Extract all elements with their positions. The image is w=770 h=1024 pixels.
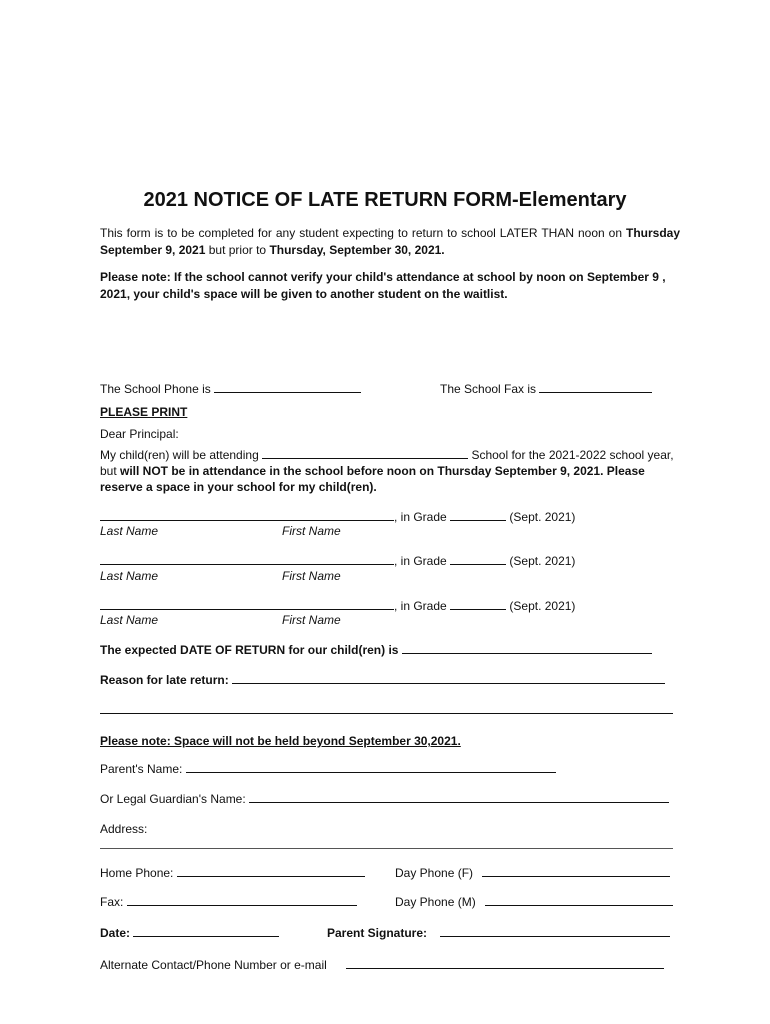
attending-text-3: but — [100, 464, 121, 478]
child-name-field[interactable] — [100, 553, 394, 565]
home-phone-row — [100, 865, 365, 881]
guardian-name-label: Or Legal Guardian's Name: — [100, 792, 246, 806]
intro-text-1: This form is to be completed for any student expecting to return to school LATER THAN noon on — [100, 226, 626, 240]
grade-field[interactable] — [450, 553, 506, 565]
day-phone-m-field[interactable] — [485, 894, 673, 906]
school-phone-field[interactable] — [214, 381, 361, 393]
home-phone-label: Home Phone: — [100, 866, 174, 880]
reason-row — [100, 672, 665, 688]
sept-label: (Sept. 2021) — [509, 599, 576, 613]
attending-text-2: School for the 2021-2022 school year, — [471, 448, 674, 462]
day-phone-m-label: Day Phone (M) — [395, 895, 476, 909]
intro-date-start: Thursday September 9, 2021 — [100, 226, 680, 257]
school-phone-row — [100, 381, 361, 397]
alternate-contact-field[interactable] — [346, 957, 664, 969]
attending-text-1: My child(ren) will be attending — [100, 448, 259, 462]
fax-field[interactable] — [127, 894, 357, 906]
grade-field[interactable] — [450, 509, 506, 521]
day-phone-m-row — [395, 894, 673, 910]
intro-text-2: but prior to — [205, 243, 270, 257]
guardian-name-field[interactable] — [249, 791, 669, 803]
first-name-caption: First Name — [282, 569, 341, 583]
signature-row — [327, 925, 670, 941]
sept-label: (Sept. 2021) — [509, 510, 576, 524]
sept-label: (Sept. 2021) — [509, 554, 576, 568]
school-fax-label: The School Fax is — [440, 382, 537, 396]
return-date-field[interactable] — [402, 642, 652, 654]
school-fax-row — [440, 381, 652, 397]
signature-field[interactable] — [440, 925, 670, 937]
parent-name-row — [100, 761, 556, 777]
alternate-contact-label: Alternate Contact/Phone Number or e-mail — [100, 958, 327, 972]
intro-paragraph — [100, 225, 680, 259]
address-field[interactable] — [100, 848, 673, 849]
grade-label: , in Grade — [394, 510, 447, 524]
grade-label: , in Grade — [394, 554, 447, 568]
alternate-contact-row — [100, 957, 664, 973]
child-name-field[interactable] — [100, 598, 394, 610]
form-title: 2021 NOTICE OF LATE RETURN FORM-Elementary — [143, 189, 627, 211]
signature-label: Parent Signature: — [327, 926, 428, 940]
attending-bold: will NOT be in attendance in the school before noon on Thursday September 9, 2021. Please reserve a space in your school for my child(ren). — [100, 464, 645, 494]
parent-name-field[interactable] — [186, 761, 556, 773]
waitlist-note: Please note: If the school cannot verify your child's attendance at school by noon on September 9 , 2021, your child's space will be given to another student on the waitlist. — [100, 270, 666, 301]
date-label: Date: — [100, 926, 131, 940]
last-name-caption: Last Name — [100, 569, 159, 583]
day-phone-f-label: Day Phone (F) — [395, 866, 474, 880]
first-name-caption: First Name — [282, 524, 341, 538]
school-phone-label: The School Phone is — [100, 382, 211, 396]
intro-date-end: Thursday, September 30, 2021. — [269, 243, 445, 257]
home-phone-field[interactable] — [177, 865, 365, 877]
attending-line-2 — [100, 463, 682, 495]
attending-line-1 — [100, 447, 674, 463]
date-field[interactable] — [133, 925, 279, 937]
day-phone-f-field[interactable] — [482, 865, 670, 877]
return-date-row — [100, 642, 652, 658]
please-print-heading: PLEASE PRINT — [100, 405, 188, 419]
address-label: Address: — [100, 822, 148, 836]
grade-label: , in Grade — [394, 599, 447, 613]
school-name-field[interactable] — [262, 447, 468, 459]
last-name-caption: Last Name — [100, 524, 159, 538]
guardian-name-row — [100, 791, 669, 807]
fax-row — [100, 894, 357, 910]
reason-field[interactable] — [232, 672, 665, 684]
grade-field[interactable] — [450, 598, 506, 610]
parent-name-label: Parent's Name: — [100, 762, 183, 776]
child-row-2 — [100, 553, 575, 569]
fax-label: Fax: — [100, 895, 124, 909]
date-row — [100, 925, 279, 941]
space-note: Please note: Space will not be held beyond September 30,2021. — [100, 734, 461, 748]
child-name-field[interactable] — [100, 509, 394, 521]
school-fax-field[interactable] — [539, 381, 652, 393]
last-name-caption: Last Name — [100, 613, 159, 627]
day-phone-f-row — [395, 865, 670, 881]
reason-field-line-2[interactable] — [100, 713, 673, 714]
salutation: Dear Principal: — [100, 427, 179, 441]
first-name-caption: First Name — [282, 613, 341, 627]
return-date-label: The expected DATE OF RETURN for our child(ren) is — [100, 643, 399, 657]
reason-label: Reason for late return: — [100, 673, 229, 687]
